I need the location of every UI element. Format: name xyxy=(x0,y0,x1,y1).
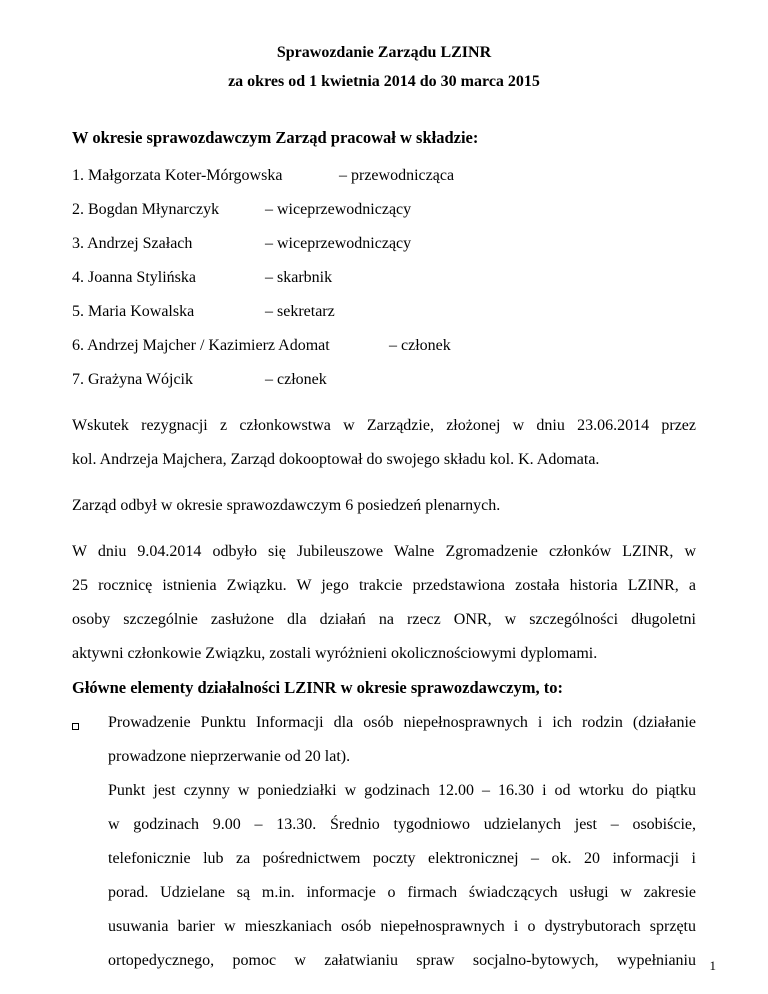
member-name: 4. Joanna Stylińska xyxy=(72,269,196,286)
bullet-line: Punkt jest czynny w poniedziałki w godzinach 12.00 – 16.30 i od wtorku do piątku xyxy=(108,782,696,799)
paragraph-line: Wskutek rezygnacji z członkowstwa w Zarządzie, złożonej w dniu 23.06.2014 przez xyxy=(72,417,696,434)
member-name: 6. Andrzej Majcher / Kazimierz Adomat xyxy=(72,337,330,354)
member-name: 5. Maria Kowalska xyxy=(72,303,195,320)
bullet-line: ortopedycznego, pomoc w załatwianiu spraw socjalno-bytowych, wypełnianiu xyxy=(108,952,696,969)
member-role: – skarbnik xyxy=(265,269,333,286)
member-name: 7. Grażyna Wójcik xyxy=(72,371,193,388)
member-role: – sekretarz xyxy=(265,303,335,320)
bullet-line: w godzinach 9.00 – 13.30. Średnio tygodniowo udzielanych jest – osobiście, xyxy=(108,816,696,833)
paragraph-line: Zarząd odbył w okresie sprawozdawczym 6 posiedzeń plenarnych. xyxy=(72,497,501,514)
member-role: – członek xyxy=(265,371,327,388)
bullet-line: prowadzone nieprzerwanie od 20 lat). xyxy=(108,748,351,765)
page-number: 1 xyxy=(709,958,716,973)
paragraph-line: 25 rocznicę istnienia Związku. W jego trakcie przedstawiona została historia LZINR, a xyxy=(72,577,696,594)
member-name: 3. Andrzej Szałach xyxy=(72,235,193,252)
member-name: 1. Małgorzata Koter-Mórgowska xyxy=(72,167,283,184)
member-name: 2. Bogdan Młynarczyk xyxy=(72,201,220,218)
bullet-line: Prowadzenie Punktu Informacji dla osób niepełnosprawnych i ich rodzin (działanie xyxy=(108,714,696,731)
title-line-1: Sprawozdanie Zarządu LZINR xyxy=(276,44,492,61)
activities-heading: Główne elementy działalności LZINR w okresie sprawozdawczym, to: xyxy=(72,678,563,697)
bullet-line: telefonicznie lub za pośrednictwem poczty elektronicznej – ok. 20 informacji i xyxy=(108,850,696,867)
member-role: – członek xyxy=(389,337,451,354)
bullet-line: porad. Udzielane są m.in. informacje o firmach świadczących usługi w zakresie xyxy=(108,884,696,901)
bullet-line: usuwania barier w mieszkaniach osób niepełnosprawnych i o dystrybutorach sprzętu xyxy=(108,918,696,935)
member-role: – wiceprzewodniczący xyxy=(265,235,412,252)
composition-heading: W okresie sprawozdawczym Zarząd pracował w składzie: xyxy=(72,128,479,147)
checkbox-bullet-icon xyxy=(72,723,79,730)
member-role: – przewodnicząca xyxy=(339,167,455,184)
paragraph-line: osoby szczególnie zasłużone dla działań na rzecz ONR, w szczególności długoletni xyxy=(72,611,696,628)
paragraph-line: W dniu 9.04.2014 odbyło się Jubileuszowe Walne Zgromadzenie członków LZINR, w xyxy=(72,543,696,560)
title-line-2: za okres od 1 kwietnia 2014 do 30 marca 2015 xyxy=(228,73,540,90)
paragraph-line: aktywni członkowie Związku, zostali wyróżnieni okolicznościowymi dyplomami. xyxy=(72,645,598,662)
paragraph-line: kol. Andrzeja Majchera, Zarząd dokooptował do swojego składu kol. K. Adomata. xyxy=(72,451,600,468)
member-role: – wiceprzewodniczący xyxy=(265,201,412,218)
